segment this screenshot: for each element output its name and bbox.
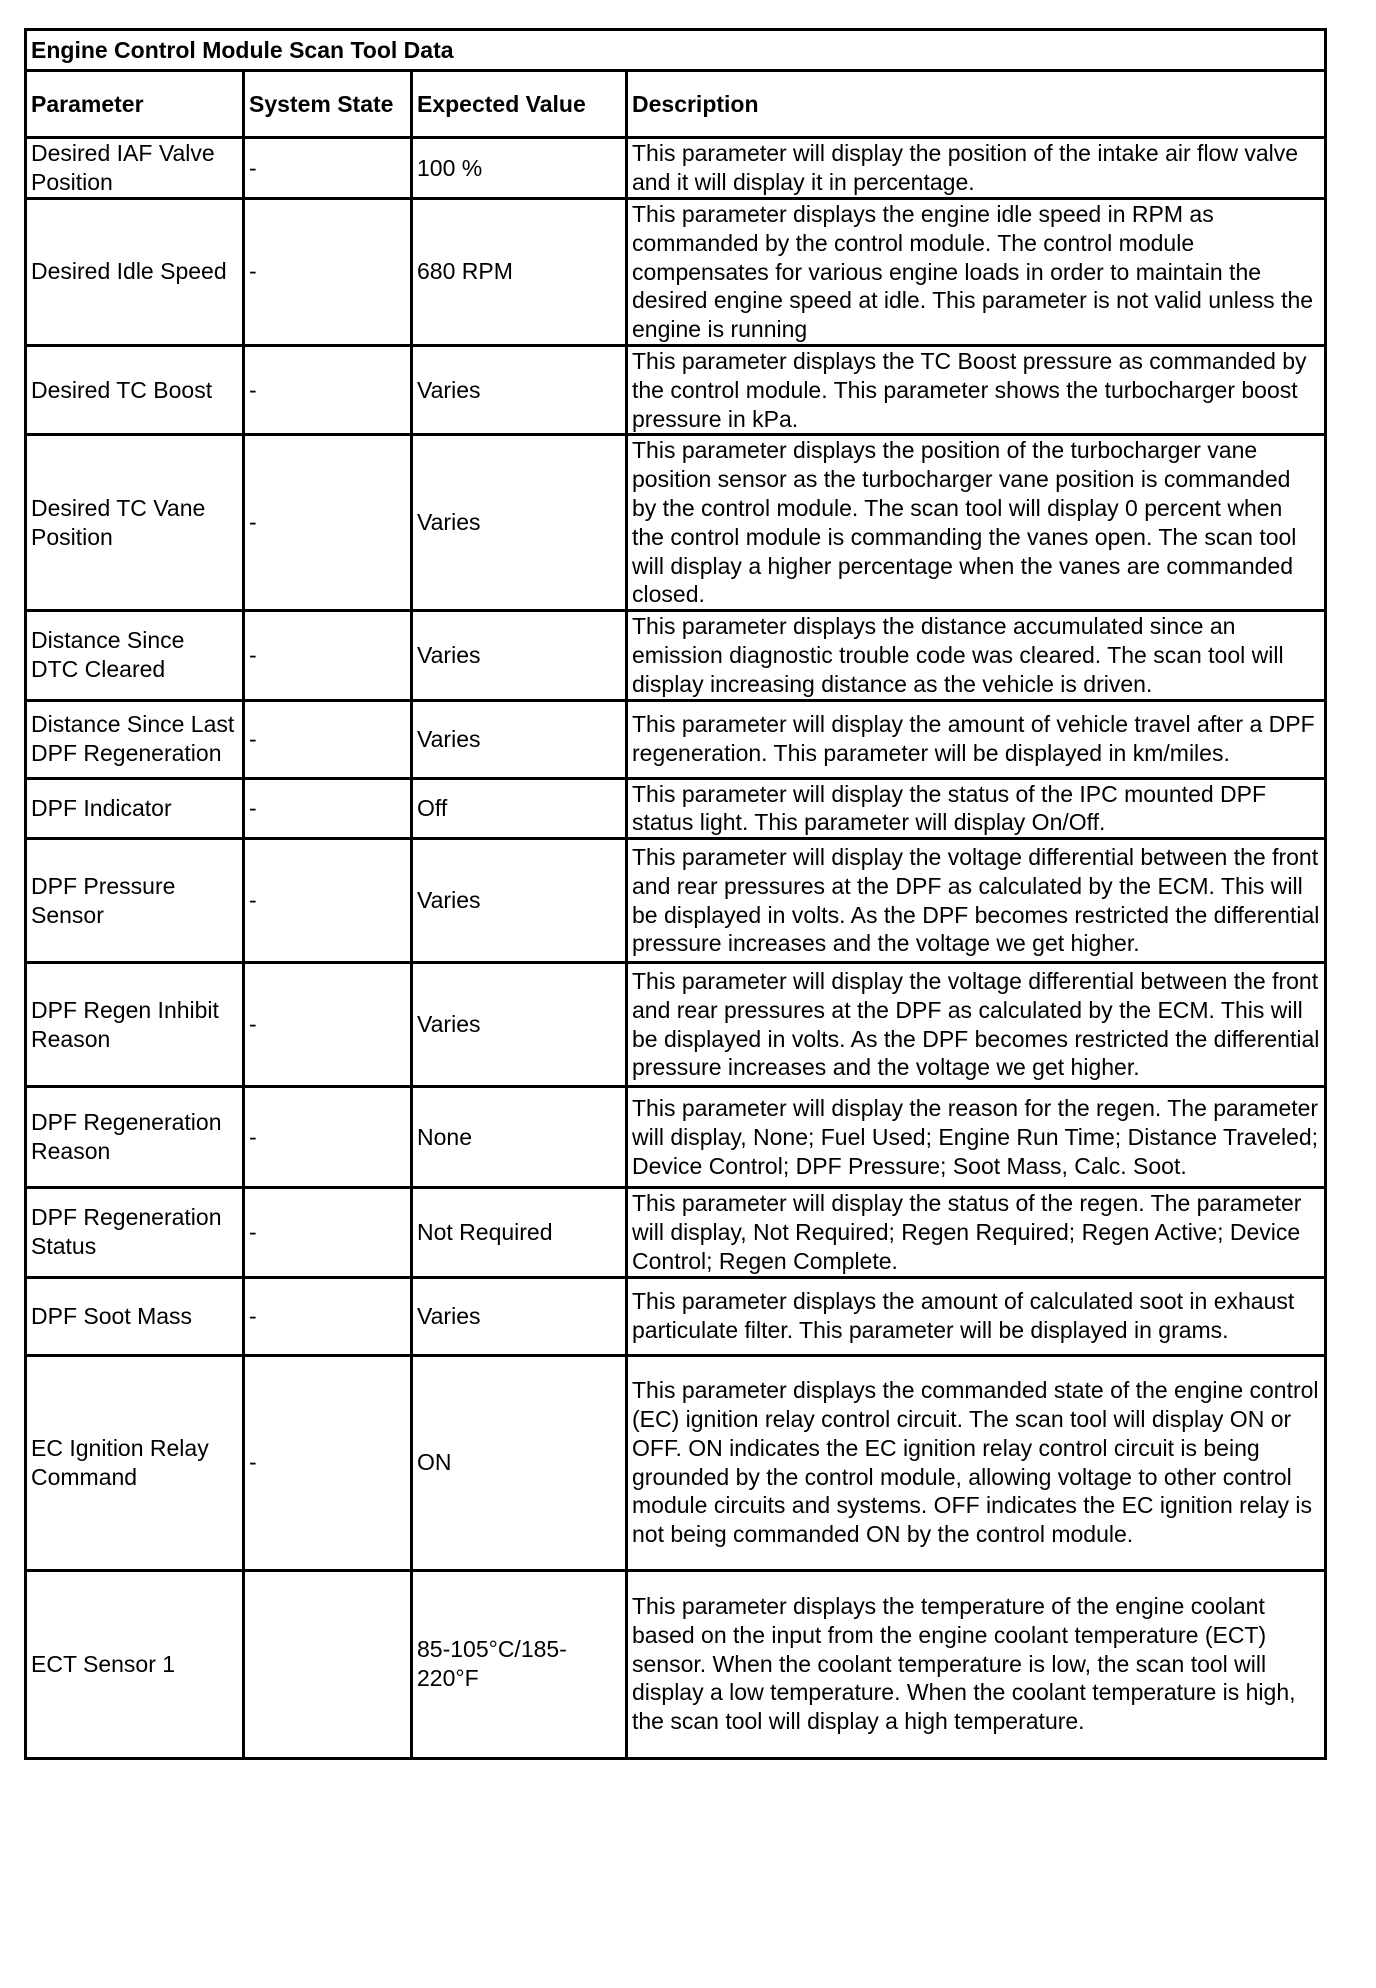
table-row xyxy=(26,839,1326,963)
expected-value-cell: Varies xyxy=(412,611,627,700)
system-state-cell: - xyxy=(244,138,412,199)
table-row xyxy=(26,963,1326,1087)
system-state-cell: - xyxy=(244,611,412,700)
description-cell: This parameter will display the amount of vehicle travel after a DPF regeneration. This parameter will be displayed in km/miles. xyxy=(627,700,1326,778)
parameter-cell: Desired TC Vane Position xyxy=(26,435,244,611)
expected-value-cell: Varies xyxy=(412,1277,627,1355)
scan-tool-data-table xyxy=(24,28,1327,1760)
table-row xyxy=(26,1355,1326,1570)
expected-value-cell: 100 % xyxy=(412,138,627,199)
system-state-cell: - xyxy=(244,435,412,611)
system-state-cell: - xyxy=(244,963,412,1087)
header-expected-value: Expected Value xyxy=(412,71,627,138)
expected-value-cell: None xyxy=(412,1087,627,1188)
description-cell: This parameter displays the distance accumulated since an emission diagnostic trouble code was cleared. The scan tool will display increasing distance as the vehicle is driven. xyxy=(627,611,1326,700)
expected-value-cell: Varies xyxy=(412,839,627,963)
table-row xyxy=(26,1188,1326,1277)
system-state-cell: - xyxy=(244,1087,412,1188)
description-cell: This parameter will display the voltage differential between the front and rear pressures at the DPF as calculated by the ECM. This will be displayed in volts. As the DPF becomes restricted the differential pressure increases and the voltage we get higher. xyxy=(627,839,1326,963)
description-cell: This parameter displays the TC Boost pressure as commanded by the control module. This parameter shows the turbocharger boost pressure in kPa. xyxy=(627,345,1326,434)
system-state-cell: - xyxy=(244,1277,412,1355)
expected-value-cell: 85-105°C/185-220°F xyxy=(412,1570,627,1758)
expected-value-cell: Varies xyxy=(412,700,627,778)
header-system-state: System State xyxy=(244,71,412,138)
description-cell: This parameter will display the position of the intake air flow valve and it will display it in percentage. xyxy=(627,138,1326,199)
table-row xyxy=(26,345,1326,434)
table-row xyxy=(26,1570,1326,1758)
description-cell: This parameter will display the status of the regen. The parameter will display, Not Required; Regen Required; Regen Active; Device Control; Regen Complete. xyxy=(627,1188,1326,1277)
description-cell: This parameter displays the amount of calculated soot in exhaust particulate filter. This parameter will be displayed in grams. xyxy=(627,1277,1326,1355)
parameter-cell: Desired IAF Valve Position xyxy=(26,138,244,199)
system-state-cell: - xyxy=(244,839,412,963)
table-row xyxy=(26,778,1326,839)
parameter-cell: DPF Regeneration Reason xyxy=(26,1087,244,1188)
table-row xyxy=(26,1087,1326,1188)
table-row xyxy=(26,138,1326,199)
table-row xyxy=(26,1277,1326,1355)
description-cell: This parameter will display the voltage differential between the front and rear pressures at the DPF as calculated by the ECM. This will be displayed in volts. As the DPF becomes restricted the differential pressure increases and the voltage we get higher. xyxy=(627,963,1326,1087)
parameter-cell: EC Ignition Relay Command xyxy=(26,1355,244,1570)
parameter-cell: DPF Pressure Sensor xyxy=(26,839,244,963)
system-state-cell xyxy=(244,1570,412,1758)
header-parameter: Parameter xyxy=(26,71,244,138)
table-row xyxy=(26,700,1326,778)
description-cell: This parameter will display the status of the IPC mounted DPF status light. This parameter will display On/Off. xyxy=(627,778,1326,839)
parameter-cell: DPF Regen Inhibit Reason xyxy=(26,963,244,1087)
parameter-cell: DPF Regeneration Status xyxy=(26,1188,244,1277)
description-cell: This parameter displays the commanded state of the engine control (EC) ignition relay control circuit. The scan tool will display ON or OFF. ON indicates the EC ignition relay control circuit is being grounded by the control module, allowing voltage to other control module circuits and systems. OFF indicates the EC ignition relay is not being commanded ON by the control module. xyxy=(627,1355,1326,1570)
parameter-cell: Desired TC Boost xyxy=(26,345,244,434)
expected-value-cell: Off xyxy=(412,778,627,839)
expected-value-cell: Not Required xyxy=(412,1188,627,1277)
table-row xyxy=(26,435,1326,611)
table-row xyxy=(26,611,1326,700)
expected-value-cell: Varies xyxy=(412,345,627,434)
description-cell: This parameter displays the position of the turbocharger vane position sensor as the turbocharger vane position is commanded by the control module. The scan tool will display 0 percent when the control module is commanding the vanes open. The scan tool will display a higher percentage when the vanes are commanded closed. xyxy=(627,435,1326,611)
parameter-cell: DPF Indicator xyxy=(26,778,244,839)
description-cell: This parameter displays the temperature of the engine coolant based on the input from the engine coolant temperature (ECT) sensor. When the coolant temperature is low, the scan tool will display a low temperature. When the coolant temperature is high, the scan tool will display a high temperature. xyxy=(627,1570,1326,1758)
parameter-cell: DPF Soot Mass xyxy=(26,1277,244,1355)
system-state-cell: - xyxy=(244,1188,412,1277)
parameter-cell: ECT Sensor 1 xyxy=(26,1570,244,1758)
parameter-cell: Distance Since DTC Cleared xyxy=(26,611,244,700)
description-cell: This parameter will display the reason for the regen. The parameter will display, None; Fuel Used; Engine Run Time; Distance Traveled; Device Control; DPF Pressure; Soot Mass, Calc. Soot. xyxy=(627,1087,1326,1188)
system-state-cell: - xyxy=(244,199,412,346)
parameter-cell: Desired Idle Speed xyxy=(26,199,244,346)
parameter-cell: Distance Since Last DPF Regeneration xyxy=(26,700,244,778)
expected-value-cell: 680 RPM xyxy=(412,199,627,346)
table-title: Engine Control Module Scan Tool Data xyxy=(26,30,1326,71)
description-cell: This parameter displays the engine idle speed in RPM as commanded by the control module. The control module compensates for various engine loads in order to maintain the desired engine speed at idle. This parameter is not valid unless the engine is running xyxy=(627,199,1326,346)
expected-value-cell: Varies xyxy=(412,963,627,1087)
system-state-cell: - xyxy=(244,700,412,778)
table-header-row xyxy=(26,71,1326,138)
table-title-row xyxy=(26,30,1326,71)
system-state-cell: - xyxy=(244,778,412,839)
expected-value-cell: Varies xyxy=(412,435,627,611)
expected-value-cell: ON xyxy=(412,1355,627,1570)
table-row xyxy=(26,199,1326,346)
system-state-cell: - xyxy=(244,345,412,434)
header-description: Description xyxy=(627,71,1326,138)
system-state-cell: - xyxy=(244,1355,412,1570)
